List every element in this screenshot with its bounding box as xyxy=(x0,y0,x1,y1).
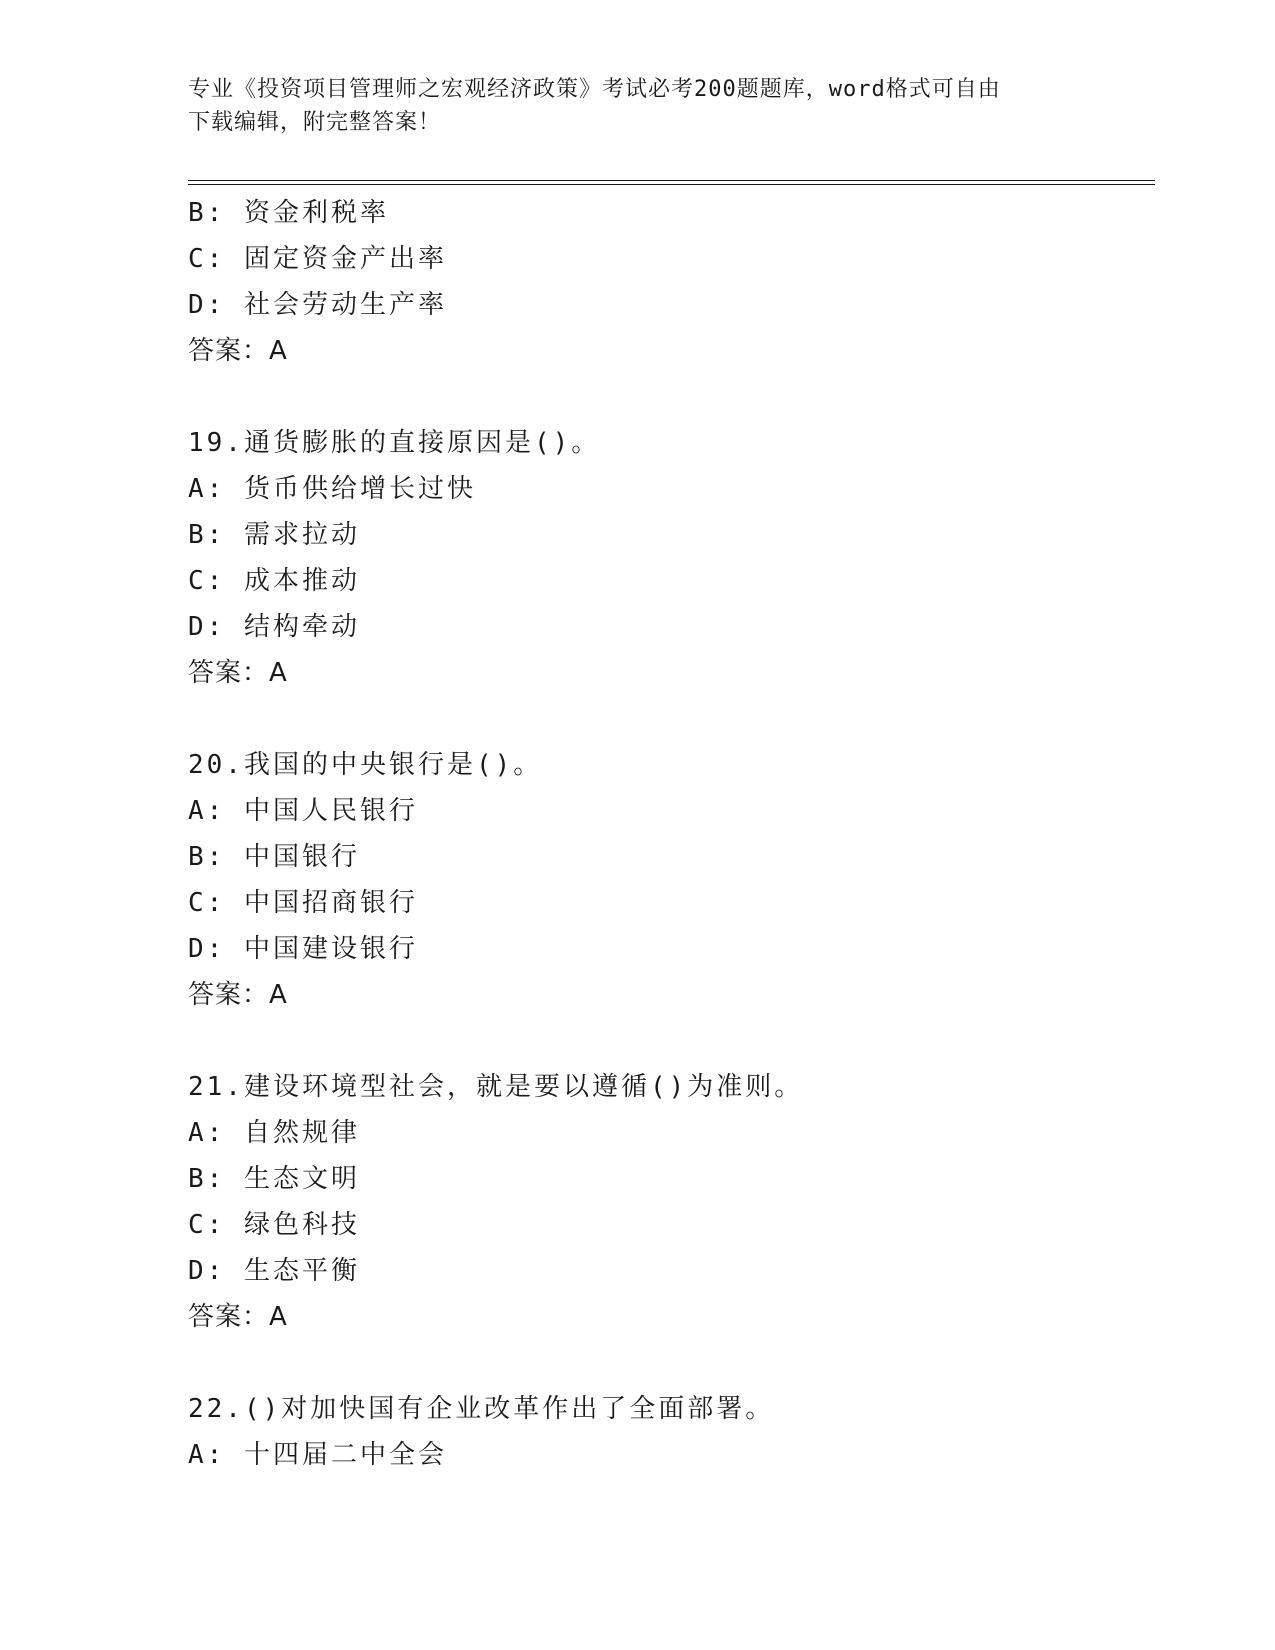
option-b: B: 生态文明 xyxy=(188,1164,360,1194)
question-block-19 xyxy=(188,420,1148,696)
spacer xyxy=(188,1340,1148,1386)
question-block-21 xyxy=(188,1064,1148,1340)
spacer xyxy=(188,696,1148,742)
option-a: A: 十四届二中全会 xyxy=(188,1440,447,1470)
option-b: B: 需求拉动 xyxy=(188,520,360,550)
question-block-22 xyxy=(188,1386,1148,1478)
question-text: 21.建设环境型社会，就是要以遵循()为准则。 xyxy=(188,1072,804,1102)
header-line-1: 专业《投资项目管理师之宏观经济政策》考试必考200题题库，word格式可自由 xyxy=(188,77,1001,102)
question-text: 19.通货膨胀的直接原因是()。 xyxy=(188,428,601,458)
option-c: C: 绿色科技 xyxy=(188,1210,360,1240)
answer: 答案：A xyxy=(188,980,288,1010)
option-d: D: 社会劳动生产率 xyxy=(188,290,447,320)
answer: 答案：A xyxy=(188,1302,288,1332)
question-text: 20.我国的中央银行是()。 xyxy=(188,750,543,780)
option-a: A: 自然规律 xyxy=(188,1118,360,1148)
spacer xyxy=(188,374,1148,420)
question-text: 22.()对加快国有企业改革作出了全面部署。 xyxy=(188,1394,775,1424)
spacer xyxy=(188,1018,1148,1064)
option-c: C: 中国招商银行 xyxy=(188,888,418,918)
header-divider-top xyxy=(188,180,1155,181)
option-a: A: 中国人民银行 xyxy=(188,796,418,826)
option-b: B: 资金利税率 xyxy=(188,198,389,228)
header-divider-bottom xyxy=(188,184,1155,185)
question-block-20 xyxy=(188,742,1148,1018)
option-b: B: 中国银行 xyxy=(188,842,360,872)
question-block-18 xyxy=(188,190,1148,374)
answer: 答案：A xyxy=(188,658,288,688)
document-header xyxy=(188,73,1088,139)
answer: 答案：A xyxy=(188,336,288,366)
option-d: D: 中国建设银行 xyxy=(188,934,418,964)
option-c: C: 固定资金产出率 xyxy=(188,244,447,274)
option-d: D: 结构牵动 xyxy=(188,612,360,642)
option-c: C: 成本推动 xyxy=(188,566,360,596)
option-a: A: 货币供给增长过快 xyxy=(188,474,476,504)
option-d: D: 生态平衡 xyxy=(188,1256,360,1286)
question-list xyxy=(188,190,1148,1478)
header-line-2: 下载编辑，附完整答案！ xyxy=(188,110,442,135)
